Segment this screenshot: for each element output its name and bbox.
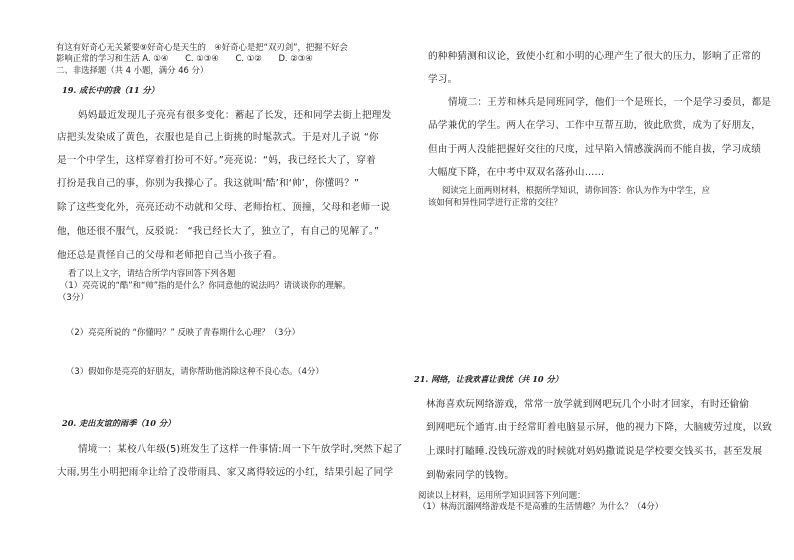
- q19-paragraph-line: 店把头发染成了黄色，衣服也是自己上街挑的时髦款式。于是对儿子说 “你: [57, 132, 379, 143]
- q19-sub1-line-1: （1）亮亮说的“酷”和“帅”指的是什么？你同意他的说法吗？请谈谈你的理解。: [60, 280, 351, 290]
- q19-sub1-line-2: （3分）: [58, 292, 89, 302]
- q20-paragraph-line: 情境一：某校八年级(5)班发生了这样一件事情:周一下午放学时,突然下起了: [78, 444, 403, 455]
- q19-paragraph-line: 打扮是我自己的事，你别为我操心了。我这就叫‘酷’和‘帅’，你懂吗？”: [57, 178, 360, 189]
- q19-paragraph-line: 妈妈最近发现儿子亮亮有很多变化：蓄起了长发，还和同学去街上把理发: [78, 110, 392, 121]
- q20-question-line-1: 阅读完上面两则材料，根据所学知识，请你回答：你认为作为中学生，应: [442, 185, 710, 195]
- scenario2-line: 但由于两人没能把握好交往的尺度，过早陷入情感漩涡而不能自拔，学习成绩: [428, 144, 761, 155]
- q21-paragraph-line: 到勒索同学的钱物。: [426, 470, 515, 481]
- q21-prompt: 阅读以上材料，运用所学知识回答下列问题：: [418, 490, 586, 500]
- q19-paragraph-line: 他还总是責怪自己的父母和老师把自己当小孩子看。: [57, 250, 283, 261]
- q19-paragraph-line: 除了这些变化外，亮亮还动不动就和父母、老师抬杠、顶撞，父母和老师一说: [57, 202, 390, 213]
- q19-sub2: （2）亮亮所说的 “你懂吗？” 反映了青春期什么心理？（3分）: [66, 327, 301, 337]
- prev-question-line-1: 有这有好奇心无关紧要⑨好奇心是天生的 ④好奇心是把“双刃剑”，把握不好会: [56, 42, 348, 52]
- q19-sub3: （3）假如你是亮亮的好朋友，请你帮助他消除这种不良心态。（4分）: [66, 366, 324, 376]
- q19-title: 19. 成长中的我（11 分）: [62, 85, 159, 95]
- section-heading: 二、非选择题（共 4 小题，满分 46 分）: [56, 65, 209, 75]
- q20-continued-line: 的种种猜测和议论，致使小红和小明的心理产生了很大的压力，影响了正常的: [428, 51, 761, 62]
- scenario2-line: 品学兼优的学生。两人在学习、工作中互帮互助，彼此欣赏，成为了好朋友，: [428, 120, 761, 131]
- q21-paragraph-line: 到网吧玩个通宵.由于经常盯着电脑显示屏，他的视力下降，大脑疲劳过度，以致: [426, 422, 773, 433]
- q21-sub1: （1）林海沉溺网络游戏是不是高雅的生活情趣？为什么？（4分）: [418, 501, 664, 511]
- q21-paragraph-line: 林海喜欢玩网络游戏，常常一放学就到网吧玩几个小时才回家，有时还偷偷: [426, 399, 750, 410]
- q20-question-line-2: 该如何和异性同学进行正常的交往？: [428, 197, 562, 207]
- q20-paragraph-line: 大雨,男生小明把雨伞让给了没带雨具、家又离得较远的小红，结果引起了同学: [57, 467, 394, 478]
- scenario2-line: 大幅度下降，在中考中双双名落孙山……: [428, 167, 605, 178]
- q21-paragraph-line: 上课时打瞌睡.没钱玩游戏的时候就对妈妈撒谎说是学校要交钱买书，甚至发展: [426, 446, 763, 457]
- q20-title: 20. 走出友谊的雨季（10 分）: [62, 418, 176, 428]
- q20-continued-line: 学习。: [428, 74, 458, 85]
- q19-paragraph-line: 是一个中学生，这样穿着打扮可不好。”亮亮说：“妈，我已经长大了，穿着: [57, 155, 376, 166]
- q19-paragraph-line: 他，他还很不服气，反驳说： “我已经长大了，独立了，有自己的见解了。”: [57, 226, 380, 237]
- q19-prompt: 看了以上文字，请结合所学内容回答下列各题: [68, 268, 236, 278]
- scenario2-line: 情境二：王芳和林兵是同班同学，他们一个是班长，一个是学习委员，都是: [448, 97, 772, 108]
- prev-question-line-2: 影响正常的学习和生活 A. ①④ C. ①③④ C. ①② D. ②③④: [56, 53, 313, 63]
- q21-title: 21. 网络，让我欢喜让我忧（共 10 分）: [414, 374, 563, 384]
